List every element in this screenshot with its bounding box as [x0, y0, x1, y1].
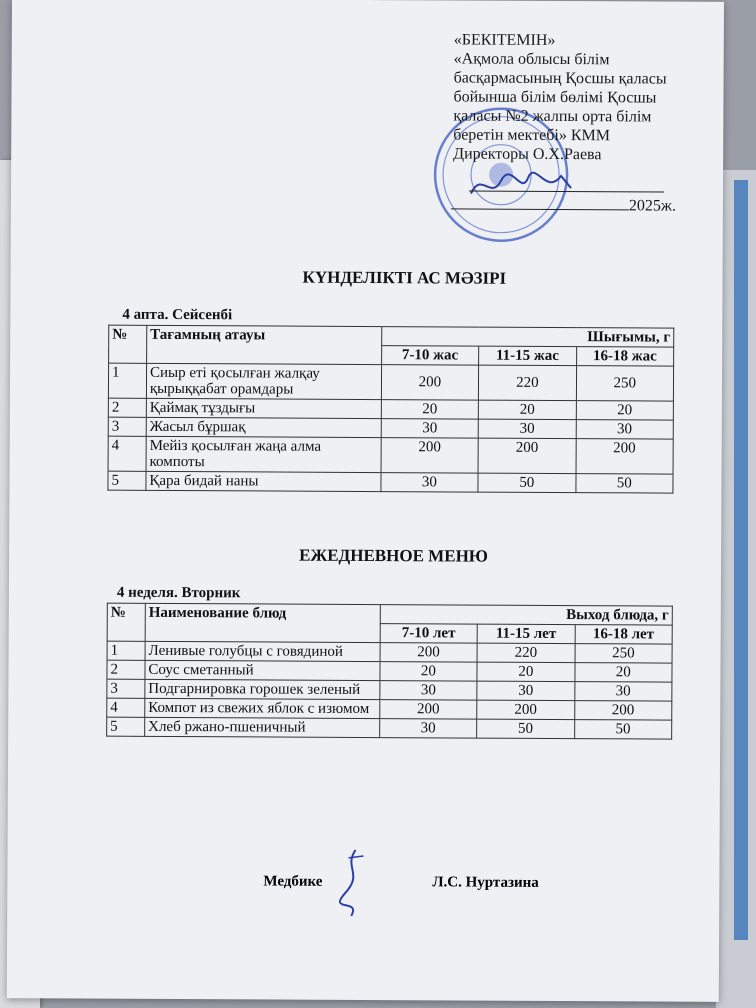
yield-value: 200 — [576, 439, 674, 475]
yield-value: 30 — [477, 681, 575, 701]
yield-value: 20 — [478, 400, 576, 420]
dish-name: Қаймақ тұздығы — [146, 398, 381, 418]
yield-value: 20 — [380, 662, 478, 682]
yield-value: 30 — [574, 682, 672, 702]
nurse-name: Л.С. Нуртазина — [432, 874, 539, 891]
approval-block — [453, 30, 704, 164]
row-number: 5 — [107, 717, 145, 736]
approval-line: «Ақмола облысы білім — [453, 50, 610, 69]
yield-value: 50 — [477, 719, 575, 739]
row-number: 3 — [108, 417, 146, 436]
dish-name: Ленивые голубцы с говядиной — [145, 641, 380, 661]
kz-col-num: № — [109, 325, 147, 363]
ru-week-day: 4 неделя. Вторник — [116, 584, 241, 602]
row-number: 1 — [108, 363, 146, 398]
ru-col-age: 16-18 лет — [575, 625, 673, 645]
table-row — [108, 436, 673, 474]
approval-line: қаласы №2 жалпы орта білім — [453, 107, 652, 126]
table-row — [108, 471, 673, 493]
yield-value: 20 — [574, 663, 672, 683]
approval-line: бойынша білім бөлімі Қосшы — [453, 88, 657, 107]
row-number: 2 — [107, 660, 145, 679]
yield-value: 50 — [478, 473, 576, 493]
approval-line: беретін мектебі» КММ — [453, 126, 611, 145]
date-suffix: 2025ж. — [628, 197, 677, 215]
row-number: 2 — [108, 398, 146, 417]
kz-col-age: 16-18 жас — [576, 347, 674, 367]
yield-value: 200 — [379, 700, 477, 720]
yield-value: 30 — [478, 419, 576, 439]
yield-value: 200 — [478, 438, 576, 474]
yield-value: 200 — [381, 438, 479, 474]
yield-value: 250 — [576, 366, 674, 402]
approval-director: Директоры О.Х.Раева — [453, 145, 602, 164]
yield-value: 200 — [574, 701, 672, 721]
yield-value: 30 — [381, 419, 479, 439]
ru-col-num: № — [107, 603, 145, 641]
ru-menu-table — [106, 603, 673, 740]
dish-name: Мейіз қосылған жаңа алма компоты — [146, 436, 381, 472]
yield-value: 50 — [575, 474, 673, 494]
approval-date — [451, 196, 676, 215]
table-row — [107, 717, 672, 739]
yield-value: 30 — [379, 719, 477, 739]
yield-value: 220 — [479, 365, 577, 401]
approval-title: «БЕКІТЕМІН» — [453, 31, 556, 49]
yield-value: 220 — [477, 643, 575, 663]
yield-value: 30 — [381, 473, 479, 493]
dish-name: Қара бидай наны — [146, 471, 381, 491]
yield-value: 250 — [575, 644, 673, 664]
ru-col-yield: Выход блюда, г — [380, 605, 672, 626]
kz-col-age: 11-15 жас — [479, 346, 577, 366]
dish-name: Жасыл бұршақ — [146, 417, 381, 437]
nurse-role: Медбике — [263, 873, 323, 890]
dish-name: Сиыр еті қосылған жалқау қырыққабат орамдары — [146, 363, 381, 399]
row-number: 1 — [107, 641, 145, 660]
yield-value: 200 — [380, 643, 478, 663]
yield-value: 200 — [381, 365, 479, 401]
yield-value: 200 — [477, 700, 575, 720]
ru-col-name: Наименование блюд — [145, 603, 380, 642]
nurse-signature — [333, 848, 373, 918]
table-row — [108, 363, 673, 401]
yield-value: 30 — [576, 420, 674, 440]
blue-folder-edge — [734, 180, 748, 940]
kz-menu-heading: КҮНДЕЛІКТІ АС МӘЗІРІ — [302, 267, 507, 288]
kz-col-yield: Шығымы, г — [381, 327, 673, 348]
yield-value: 20 — [576, 401, 674, 421]
dish-name: Хлеб ржано-пшеничный — [145, 717, 380, 737]
ru-col-age: 7-10 лет — [380, 624, 478, 644]
yield-value: 20 — [381, 400, 479, 420]
yield-value: 30 — [380, 681, 478, 701]
kz-col-age: 7-10 жас — [381, 346, 479, 366]
row-number: 4 — [107, 698, 145, 717]
ru-col-age: 11-15 лет — [477, 624, 575, 644]
kz-col-name: Тағамның атауы — [147, 325, 382, 364]
dish-name: Компот из свежих яблок с изюмом — [145, 698, 380, 718]
row-number: 4 — [108, 436, 146, 471]
ru-menu-heading: ЕЖЕДНЕВНОЕ МЕНЮ — [299, 545, 489, 566]
row-number: 3 — [107, 679, 145, 698]
row-number: 5 — [108, 471, 146, 490]
kz-week-day: 4 апта. Сейсенбі — [122, 306, 233, 324]
dish-name: Подгарнировка горошек зеленый — [145, 679, 380, 699]
kz-menu-table — [107, 325, 674, 494]
yield-value: 50 — [574, 720, 672, 740]
dish-name: Соус сметанный — [145, 660, 380, 680]
document-page — [7, 0, 724, 1002]
approval-line: басқармасының Қосшы қаласы — [453, 69, 667, 88]
yield-value: 20 — [477, 662, 575, 682]
